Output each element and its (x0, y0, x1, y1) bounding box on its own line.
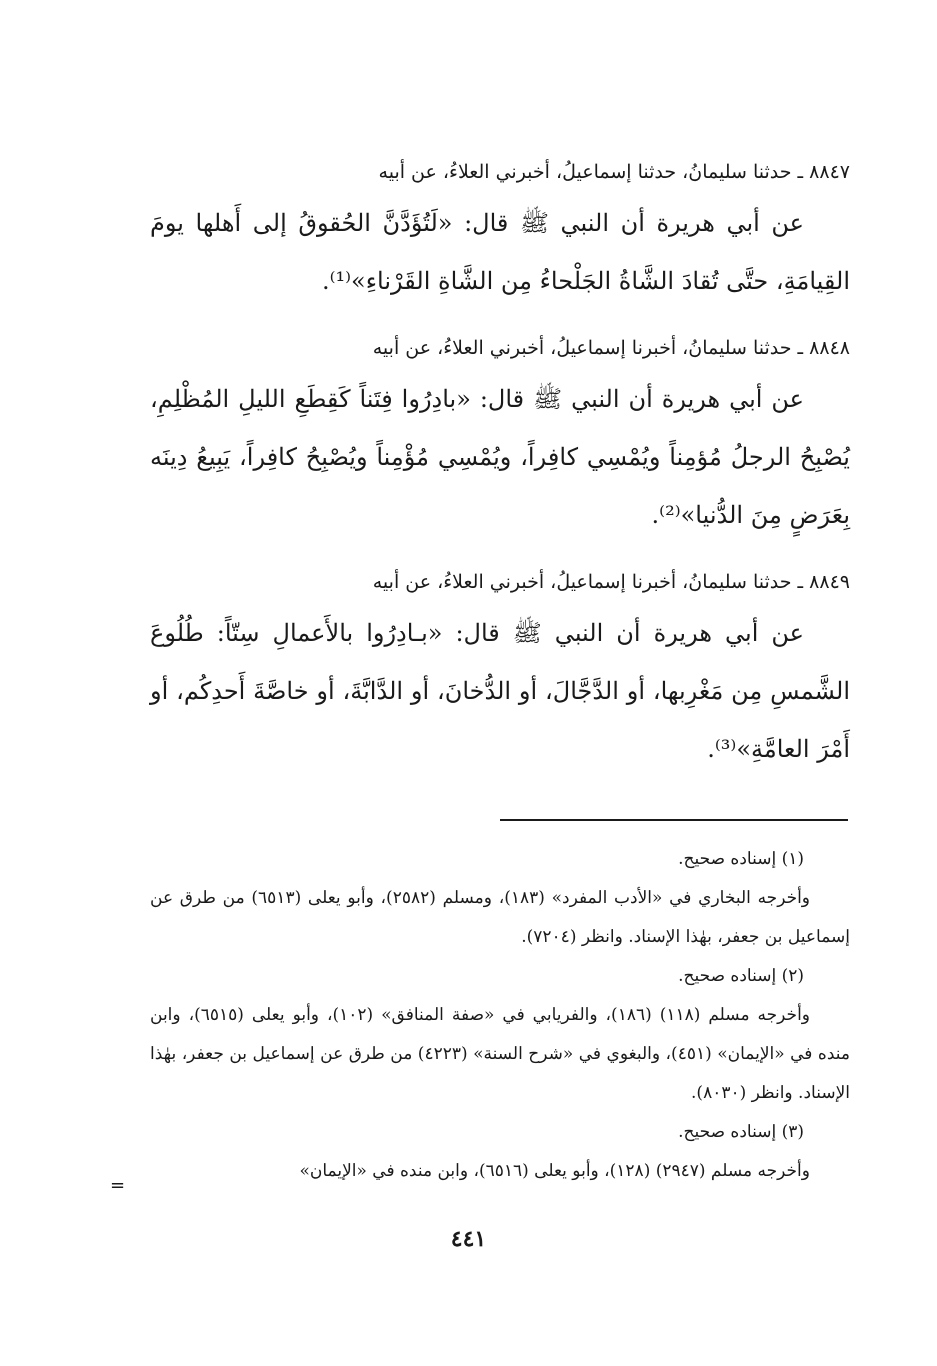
continuation-mark: = (110, 1175, 126, 1196)
hadith-matn: عن أبي هريرة أن النبي ﷺ قال: «بادِرُوا فِتَناً كَقِطَعِ الليلِ المُظْلِمِ، يُصْبِحُ الرجلُ مُؤمِناً ويُمْسِي كافِراً، ويُمْسِي مُؤْمِناً ويُصْبِحُ كافِراً، يَبِيعُ دِينَه بِعَرَضٍ مِنَ الدُّنيا»⁽²⁾. (150, 385, 850, 529)
footnote-separator (500, 819, 848, 821)
page-number: ٤٤١ (450, 1226, 487, 1252)
hadith-isnad: ٨٨٤٧ ـ حدثنا سليمانُ، حدثنا إسماعيلُ، أخبرني العلاءُ، عن أبيه (378, 161, 850, 183)
hadith-8849 (150, 560, 850, 778)
hadith-matn: عن أبي هريرة أن النبي ﷺ قال: «بـادِرُوا بالأَعمالِ سِتّاً: طُلُوعَ الشَّمسِ مِن مَغْرِبها، أو الدَّجَّالَ، أو الدُّخانَ، أو الدَّابَّةَ، أو خاصَّةَ أَحدِكُم، أو أَمْرَ العامَّةِ»⁽³⁾. (150, 619, 850, 763)
hadith-matn: عن أبي هريرة أن النبي ﷺ قال: «لَتُؤَدَّنَّ الحُقوقُ إلى أَهلها يومَ القِيامَةِ، حتَّى تُقادَ الشَّاةُ الجَلْحاءُ مِن الشَّاةِ القَرْناءِ»⁽¹⁾. (150, 209, 850, 295)
hadith-isnad: ٨٨٤٨ ـ حدثنا سليمانُ، أخبرنا إسماعيلُ، أخبرني العلاءُ، عن أبيه (372, 337, 850, 359)
hadith-isnad: ٨٨٤٩ ـ حدثنا سليمانُ، أخبرنا إسماعيلُ، أخبرني العلاءُ، عن أبيه (372, 571, 850, 593)
footnote-1-grade: (١) إسناده صحيح. (678, 849, 804, 869)
hadith-8847 (150, 150, 850, 310)
main-text (150, 150, 850, 794)
footnote-3-grade: (٣) إسناده صحيح. (678, 1122, 804, 1142)
footnote-2-grade: (٢) إسناده صحيح. (678, 966, 804, 986)
hadith-8848 (150, 326, 850, 544)
footnote-3-takhrij: وأخرجه مسلم (٢٩٤٧) (١٢٨)، وأبو يعلى (٦٥١٦)، وابن منده في «الإيمان» (299, 1161, 810, 1181)
footnote-1-takhrij: وأخرجه البخاري في «الأدب المفرد» (١٨٣)، ومسلم (٢٥٨٢)، وأبو يعلى (٦٥١٣) من طرق عن إسماعيل بن جعفر، بهٰذا الإسناد. وانظر (٧٢٠٤). (150, 888, 850, 947)
footnote-2-takhrij: وأخرجه مسلم (١١٨) (١٨٦)، والفريابي في «صفة المنافق» (١٠٢)، وأبو يعلى (٦٥١٥)، وابن منده في «الإيمان» (٤٥١)، والبغوي في «شرح السنة» (٤٢٢٣) من طرق عن إسماعيل بن جعفر، بهٰذا الإسناد. وانظر (٨٠٣٠). (150, 1005, 850, 1103)
footnotes (150, 840, 850, 1191)
